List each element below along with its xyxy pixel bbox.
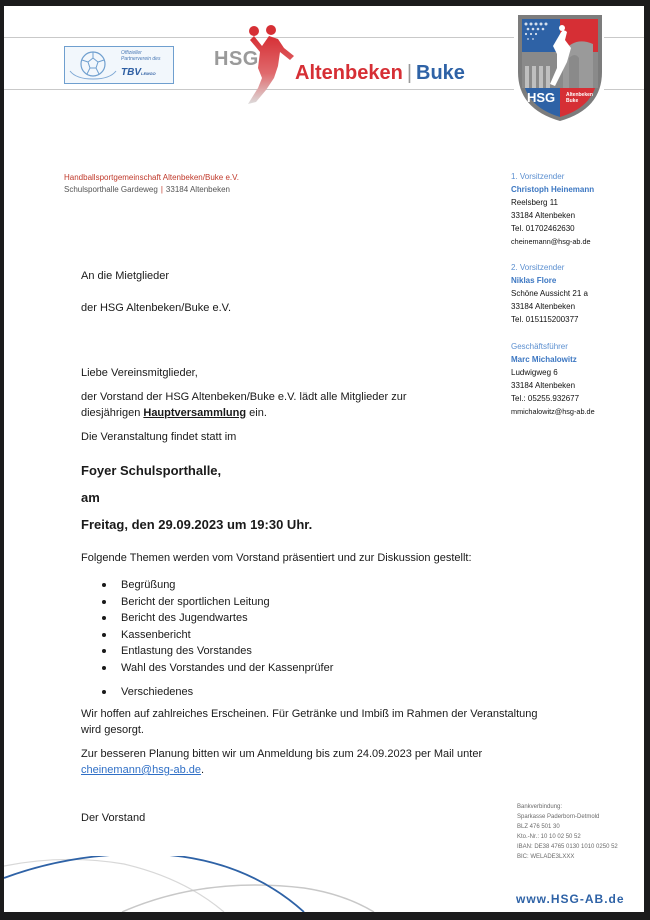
rsvp-line1: Zur besseren Planung bitten wir um Anmeldung bis zum 24.09.2023 per Mail unter xyxy=(81,748,483,760)
partner-text xyxy=(121,50,160,62)
contact-email[interactable]: mmichalowitz@hsg-ab.de xyxy=(511,407,595,416)
contact-chairman-2 xyxy=(511,261,588,326)
brand-name-red: Altenbeken xyxy=(295,62,403,84)
venue-am: am xyxy=(81,490,100,505)
venue: Foyer Schulsporthalle, xyxy=(81,463,222,478)
intro-emphasis: Hauptversammlung xyxy=(143,407,247,419)
bank-account: Kto.-Nr.: 10 10 02 50 52 xyxy=(517,834,581,840)
contact-city: 33184 Altenbeken xyxy=(511,211,576,220)
tbv-partner-badge xyxy=(64,46,174,84)
contact-chairman-1 xyxy=(511,170,594,248)
intro-line2 xyxy=(81,407,267,419)
handball-icon xyxy=(68,49,118,81)
contact-street: Schöne Aussicht 21 a xyxy=(511,289,588,298)
rsvp-email-link[interactable]: cheinemann@hsg-ab.de xyxy=(81,764,202,776)
brand-separator: | xyxy=(406,62,413,84)
bank-iban: IBAN: DE38 4765 0130 1010 0250 52 xyxy=(517,844,618,850)
contact-name: Niklas Flore xyxy=(511,276,557,285)
contact-street: Reelsberg 11 xyxy=(511,198,558,207)
salutation: Liebe Vereinsmitglieder, xyxy=(81,367,198,379)
contact-phone: Tel.: 05255.932677 xyxy=(511,394,580,403)
contact-name: Christoph Heinemann xyxy=(511,185,595,194)
rsvp-line2 xyxy=(81,764,204,776)
contact-phone: Tel. 015115200377 xyxy=(511,315,579,324)
crest-hsg: HSG xyxy=(527,90,556,105)
venue-intro: Die Veranstaltung findet statt im xyxy=(81,431,237,443)
intro-line1: der Vorstand der HSG Altenbeken/Buke e.V. lädt alle Mitglieder zur xyxy=(81,391,407,403)
contact-manager xyxy=(511,340,595,418)
header-rule-bottom-right xyxy=(604,89,644,90)
topics-intro: Folgende Themen werden vom Vorstand präsentiert und zur Diskussion gestellt: xyxy=(81,552,472,564)
tbv-brand: TBV xyxy=(121,67,141,78)
tbv-logo xyxy=(121,67,156,78)
partner-line1: Offizieller xyxy=(121,50,142,56)
header-rule-top-right xyxy=(604,37,644,38)
bank-title: Bankverbindung: xyxy=(517,804,563,810)
bank-bic: BIC: WELADE3LXXX xyxy=(517,854,575,860)
topic-item: Bericht der sportlichen Leitung xyxy=(81,594,333,611)
closing-line2: wird gesorgt. xyxy=(81,724,144,736)
bank-name: Sparkasse Paderborn-Detmold xyxy=(517,814,600,820)
contact-name: Marc Michalowitz xyxy=(511,355,577,364)
crest-shield-icon xyxy=(517,14,603,122)
sender-address xyxy=(64,185,230,194)
brand-name xyxy=(295,62,465,85)
contact-email[interactable]: cheinemann@hsg-ab.de xyxy=(511,237,591,246)
topic-item: Begrüßung xyxy=(81,577,333,594)
topic-item: Bericht des Jugendwartes xyxy=(81,610,333,627)
letter-page xyxy=(4,6,644,912)
bank-details xyxy=(517,802,618,862)
sender-address-city: 33184 Altenbeken xyxy=(165,185,230,194)
intro-pre: diesjährigen xyxy=(81,407,144,419)
club-crest xyxy=(517,14,603,122)
partner-line2: Partnerverein des xyxy=(121,56,161,62)
topic-item: Wahl des Vorstandes und der Kassenprüfer xyxy=(81,660,333,677)
sender-separator: | xyxy=(160,185,163,194)
sender-address-street: Schulsporthalle Gardeweg xyxy=(64,185,158,194)
contact-city: 33184 Altenbeken xyxy=(511,381,576,390)
topic-item: Entlastung des Vorstandes xyxy=(81,643,333,660)
topic-item: Verschiedenes xyxy=(81,684,333,701)
crest-line2: Buke xyxy=(566,98,579,104)
contact-role: 2. Vorsitzender xyxy=(511,263,565,272)
contact-city: 33184 Altenbeken xyxy=(511,302,576,311)
topic-item: Kassenbericht xyxy=(81,627,333,644)
contact-role: 1. Vorsitzender xyxy=(511,172,565,181)
crest-line1: Altenbeken xyxy=(566,92,593,98)
contact-role: Geschäftsführer xyxy=(511,342,568,351)
contact-phone: Tel. 01702462630 xyxy=(511,224,575,233)
signature: Der Vorstand xyxy=(81,812,146,824)
tbv-suffix: LEMGO xyxy=(141,71,156,76)
brand-hsg: HSG xyxy=(214,48,259,70)
topics-list xyxy=(81,577,333,701)
recipient-line2: der HSG Altenbeken/Buke e.V. xyxy=(81,302,232,314)
crest-text xyxy=(566,92,593,104)
closing-line1: Wir hoffen auf zahlreiches Erscheinen. Für Getränke und Imbiß im Rahmen der Veranstaltung xyxy=(81,708,538,720)
bank-blz: BLZ 476 501 30 xyxy=(517,824,560,830)
event-datetime: Freitag, den 29.09.2023 um 19:30 Uhr. xyxy=(81,517,313,532)
recipient-line1: An die Mietglieder xyxy=(81,270,170,282)
contact-street: Ludwigweg 6 xyxy=(511,368,558,377)
sender-org: Handballsportgemeinschaft Altenbeken/Buke e.V. xyxy=(64,173,239,182)
brand-name-blue: Buke xyxy=(416,62,465,84)
website-link[interactable]: www.HSG-AB.de xyxy=(516,892,625,906)
rsvp-end: . xyxy=(201,764,205,776)
intro-post: ein. xyxy=(246,407,267,419)
